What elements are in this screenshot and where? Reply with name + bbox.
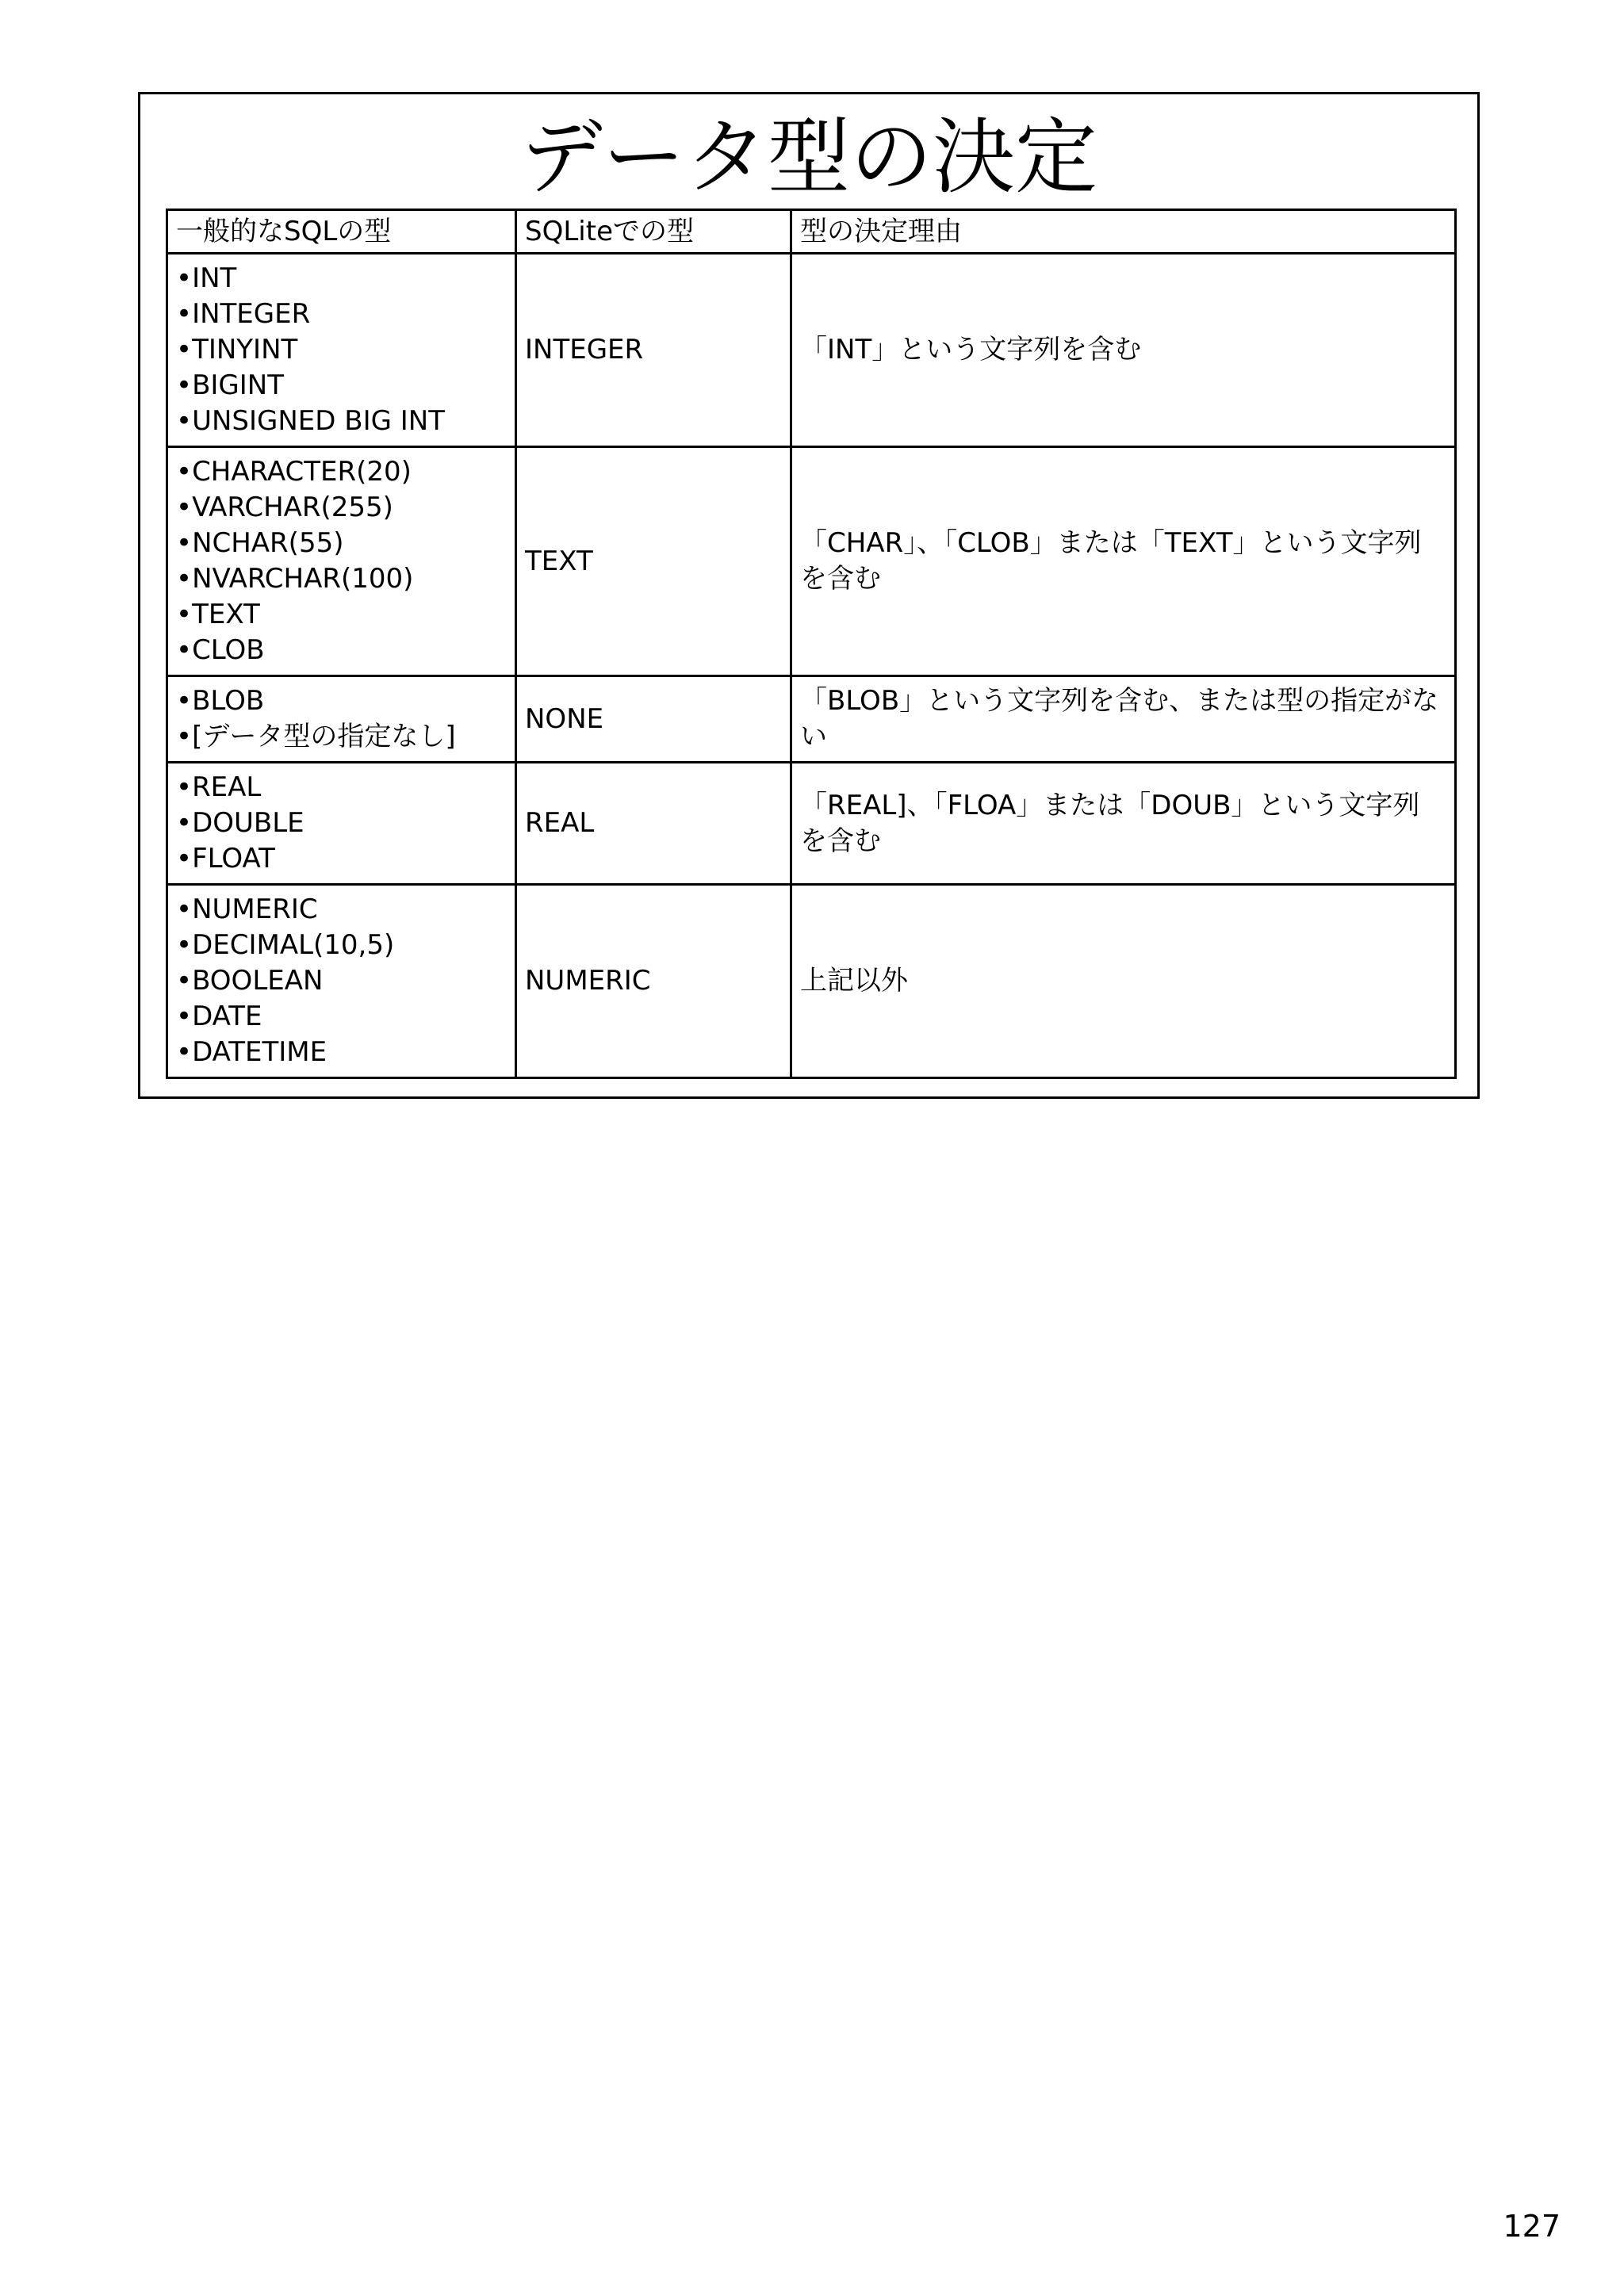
reason-text: 「REAL]、「FLOA」または「DOUB」という文字列を含む: [800, 789, 1420, 857]
sqlite-type: INTEGER: [525, 334, 644, 365]
general-types-cell: [167, 447, 516, 676]
reason-cell: [791, 676, 1456, 763]
general-type-item: • FLOAT: [176, 841, 507, 877]
general-type-item: • NCHAR(55): [176, 526, 507, 561]
reason-text: 「CHAR」、「CLOB」または「TEXT」という文字列を含む: [800, 527, 1422, 595]
slide-frame: [138, 92, 1480, 1099]
sqlite-type-cell: [516, 763, 791, 885]
general-type-item: • REAL: [176, 770, 507, 806]
general-types-cell: [167, 763, 516, 885]
general-type-item: • BIGINT: [176, 368, 507, 404]
table-row: [167, 447, 1456, 676]
table-row: [167, 676, 1456, 763]
general-type-item: • INTEGER: [176, 297, 507, 332]
general-types-cell: [167, 676, 516, 763]
sqlite-type: TEXT: [525, 545, 593, 577]
general-type-list: [176, 254, 507, 446]
sqlite-type-cell: [516, 885, 791, 1078]
sqlite-type-cell: [516, 254, 791, 447]
sqlite-type: REAL: [525, 807, 595, 839]
general-type-item: • UNSIGNED BIG INT: [176, 404, 507, 439]
header-sqlite-type: SQLiteでの型: [516, 210, 791, 254]
reason-cell: [791, 763, 1456, 885]
general-type-item: • DATETIME: [176, 1035, 507, 1070]
reason-text: 「BLOB」という文字列を含む、または型の指定がない: [800, 685, 1439, 752]
general-types-cell: [167, 254, 516, 447]
sqlite-type: NONE: [525, 702, 604, 735]
general-types-cell: [167, 885, 516, 1078]
header-decision-reason: 型の決定理由: [791, 210, 1456, 254]
general-type-item: • VARCHAR(255): [176, 490, 507, 526]
reason-cell: [791, 885, 1456, 1078]
reason-cell: [791, 254, 1456, 447]
general-type-item: • DOUBLE: [176, 806, 507, 841]
reason-text: 「INT」という文字列を含む: [800, 334, 1142, 365]
table-row: [167, 254, 1456, 447]
sqlite-type: NUMERIC: [525, 965, 651, 997]
general-type-list: [176, 886, 507, 1077]
reason-text: 上記以外: [800, 965, 908, 997]
reason-cell: [791, 447, 1456, 676]
sqlite-type-cell: [516, 676, 791, 763]
general-type-item: • CLOB: [176, 633, 507, 668]
general-type-item: • NVARCHAR(100): [176, 561, 507, 597]
general-type-item: • BLOB: [176, 683, 507, 719]
general-type-list: [176, 448, 507, 675]
general-type-item: • DATE: [176, 999, 507, 1035]
general-type-item: • BOOLEAN: [176, 963, 507, 999]
general-type-list: [176, 763, 507, 883]
general-type-item: • TEXT: [176, 597, 507, 633]
table-row: [167, 763, 1456, 885]
page-number: 127: [1503, 2209, 1561, 2244]
general-type-item: • TINYINT: [176, 332, 507, 368]
general-type-list: [176, 677, 507, 761]
type-mapping-table: [166, 209, 1457, 1079]
general-type-item: • CHARACTER(20): [176, 454, 507, 490]
general-type-item: • DECIMAL(10,5): [176, 928, 507, 963]
general-type-item: • [データ型の指定なし]: [176, 719, 507, 755]
sqlite-type-cell: [516, 447, 791, 676]
general-type-item: • NUMERIC: [176, 892, 507, 928]
table-header-row: [167, 210, 1456, 254]
table-row: [167, 885, 1456, 1078]
general-type-item: • INT: [176, 261, 507, 297]
slide-title: データ型の決定: [519, 109, 1097, 205]
header-general-sql-type: 一般的なSQLの型: [167, 210, 516, 254]
